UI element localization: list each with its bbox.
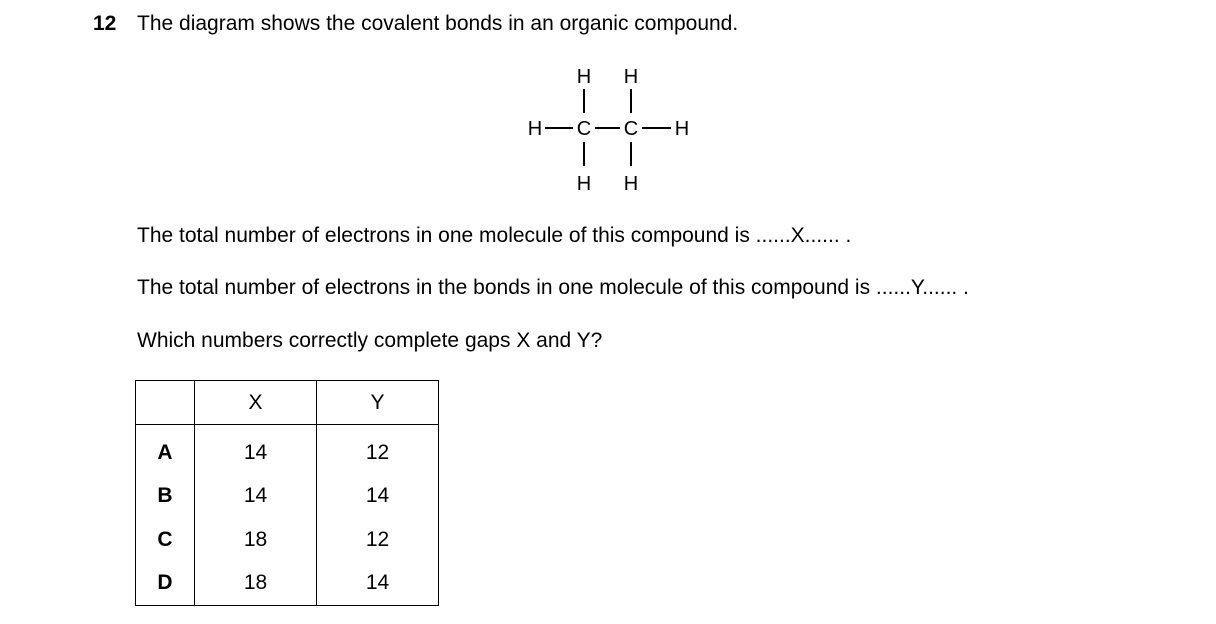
atom-h-top-left: H bbox=[576, 66, 592, 88]
option-y-value: 14 bbox=[317, 562, 439, 606]
statement-x: The total number of electrons in one molecule of this compound is ......X...... . bbox=[137, 224, 852, 247]
table-header-row bbox=[136, 381, 439, 425]
atom-h-right: H bbox=[674, 118, 690, 140]
header-y: Y bbox=[317, 381, 439, 425]
table-row bbox=[136, 518, 439, 562]
table-row bbox=[136, 425, 439, 475]
table-row bbox=[136, 562, 439, 606]
option-letter: B bbox=[136, 475, 195, 519]
statement-y: The total number of electrons in the bonds in one molecule of this compound is ......Y...... . bbox=[137, 276, 969, 299]
atom-c-left: C bbox=[576, 118, 592, 140]
bond-lines bbox=[545, 89, 671, 166]
option-letter: C bbox=[136, 518, 195, 562]
table-row bbox=[136, 475, 439, 519]
atom-c-right: C bbox=[623, 118, 639, 140]
option-x-value: 14 bbox=[195, 475, 317, 519]
option-x-value: 14 bbox=[195, 425, 317, 475]
option-y-value: 12 bbox=[317, 518, 439, 562]
header-x: X bbox=[195, 381, 317, 425]
option-x-value: 18 bbox=[195, 562, 317, 606]
option-letter: A bbox=[136, 425, 195, 475]
structural-formula-diagram bbox=[0, 0, 1216, 230]
option-y-value: 12 bbox=[317, 425, 439, 475]
answer-options-table bbox=[135, 380, 439, 606]
option-letter: D bbox=[136, 562, 195, 606]
question-number: 12 bbox=[93, 12, 117, 35]
atom-h-bottom-left: H bbox=[576, 173, 592, 195]
atom-h-bottom-right: H bbox=[623, 173, 639, 195]
option-x-value: 18 bbox=[195, 518, 317, 562]
question-prompt: Which numbers correctly complete gaps X and Y? bbox=[137, 329, 603, 352]
header-option bbox=[136, 381, 195, 425]
option-y-value: 14 bbox=[317, 475, 439, 519]
question-text: The diagram shows the covalent bonds in an organic compound. bbox=[137, 12, 739, 35]
atom-h-top-right: H bbox=[623, 66, 639, 88]
atom-h-left: H bbox=[527, 118, 543, 140]
